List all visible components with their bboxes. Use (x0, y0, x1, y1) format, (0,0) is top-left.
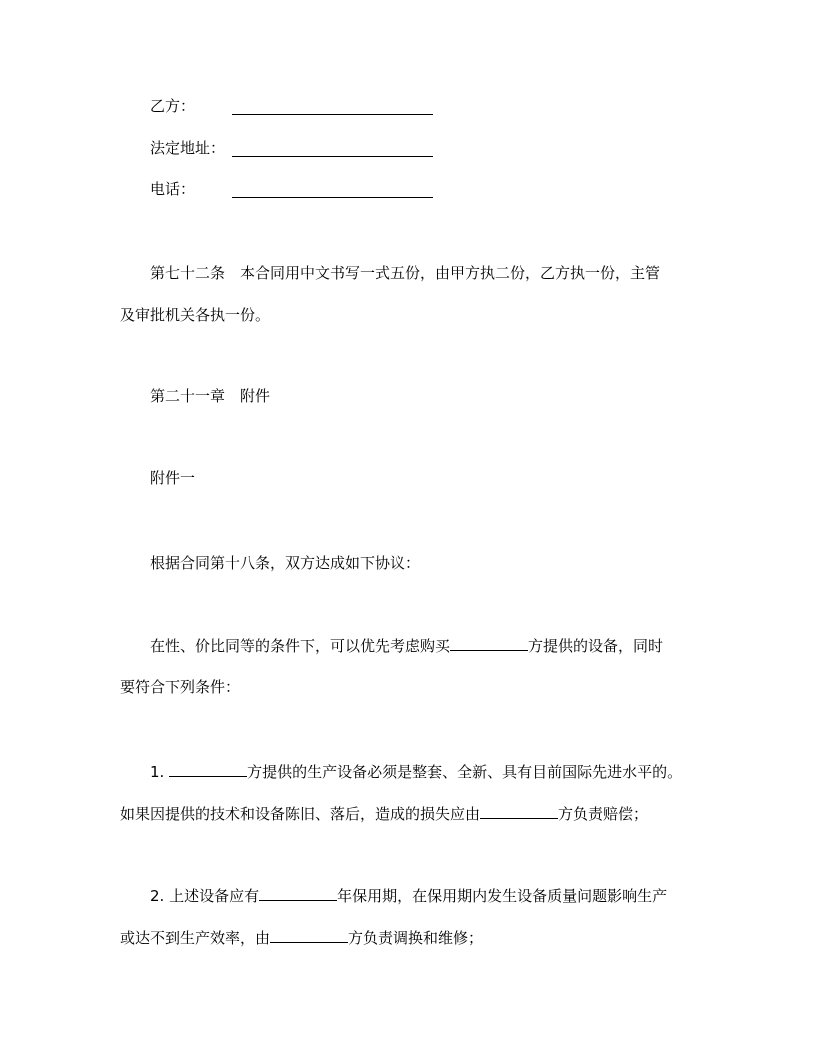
party-b-address-label: 法定地址： (150, 139, 226, 157)
clause-1-text-b: 如果因提供的技术和设备陈旧、落后，造成的损失应由 (120, 805, 481, 823)
preferred-supplier-blank[interactable] (450, 635, 528, 651)
clause-2-text-b: 年保用期，在保用期内发生设备质量问题影响生产 (337, 887, 668, 905)
clause-1-text-a: 方提供的生产设备必须是整套、全新、具有目前国际先进水平的。 (247, 763, 683, 781)
clause-1-supplier-blank[interactable] (169, 761, 247, 777)
clause-1-line-1 (150, 761, 682, 781)
clause-2-warranty-years-blank[interactable] (259, 885, 337, 901)
party-b-name-label: 乙方： (150, 97, 196, 115)
clause-2-text-d: 方负责调换和维修； (348, 929, 484, 947)
annex-intro: 根据合同第十八条，双方达成如下协议： (150, 554, 421, 572)
party-b-phone-label: 电话： (150, 180, 196, 198)
clause-1-line-2 (120, 803, 648, 823)
article-72-line-2: 及审批机关各执一份。 (120, 306, 271, 324)
chapter-heading: 第二十一章 附件 (150, 387, 271, 405)
party-b-address-blank[interactable] (232, 156, 433, 157)
clause-2-text-a: 2. 上述设备应有 (150, 887, 260, 905)
preferred-clause-text-b: 方提供的设备，同时 (528, 637, 664, 655)
preferred-clause-line-2: 要符合下列条件： (120, 678, 241, 696)
clause-1-liable-party-blank[interactable] (480, 803, 558, 819)
clause-2-line-1 (150, 885, 667, 905)
article-72-line-1: 第七十二条 本合同用中文书写一式五份，由甲方执二份，乙方执一份，主管 (150, 264, 661, 282)
clause-2-line-2 (120, 927, 483, 947)
clause-2-text-c: 或达不到生产效率，由 (120, 929, 271, 947)
preferred-clause-text-a: 在性、价比同等的条件下，可以优先考虑购买 (150, 637, 451, 655)
party-b-name-blank[interactable] (232, 114, 433, 115)
annex-title: 附件一 (150, 469, 196, 487)
clause-2-responsible-party-blank[interactable] (270, 927, 348, 943)
clause-1-text-c: 方负责赔偿； (558, 805, 649, 823)
preferred-clause-line-1 (150, 635, 663, 655)
clause-1-number: 1. (150, 763, 170, 781)
party-b-phone-blank[interactable] (232, 197, 433, 198)
